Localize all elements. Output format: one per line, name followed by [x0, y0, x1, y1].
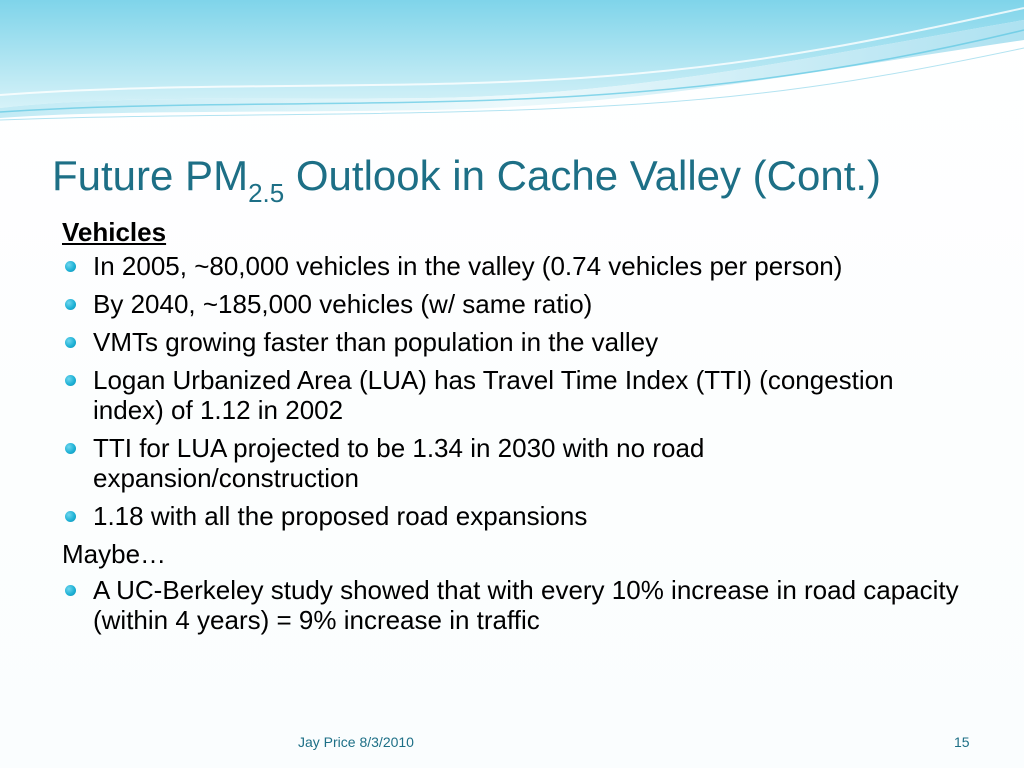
bullet-dot-icon [65, 511, 76, 522]
bullet-dot-icon [65, 585, 76, 596]
bullet-dot-icon [65, 299, 76, 310]
bullet-item [62, 289, 962, 319]
bullet-dot-icon [65, 261, 76, 272]
bullet-item [62, 365, 962, 425]
bullet-item [62, 327, 962, 357]
section-heading: Vehicles [62, 217, 167, 247]
bullet-text: TTI for LUA projected to be 1.34 in 2030 with no road expansion/construction [93, 433, 705, 493]
title-prefix: Future PM [52, 152, 249, 199]
title-subscript: 2.5 [248, 178, 285, 208]
bullet-item [62, 251, 962, 281]
bullet-dot-icon [65, 443, 76, 454]
bullet-item [62, 501, 962, 531]
title-suffix: Outlook in Cache Valley (Cont.) [284, 152, 882, 199]
bullet-dot-icon [65, 375, 76, 386]
bullet-text: VMTs growing faster than population in the valley [93, 327, 659, 357]
slide-body [62, 217, 962, 643]
bullet-list-vehicles [62, 251, 962, 531]
footer-author-date: Jay Price 8/3/2010 [298, 734, 414, 750]
bullet-text: Logan Urbanized Area (LUA) has Travel Time Index (TTI) (congestion index) of 1.12 in 2002 [93, 365, 894, 425]
bullet-text: 1.18 with all the proposed road expansions [93, 501, 588, 531]
maybe-line: Maybe… [62, 539, 167, 569]
bullet-text: A UC-Berkeley study showed that with every 10% increase in road capacity (within 4 years) = 9% increase in traffic [93, 575, 959, 635]
bullet-item [62, 433, 962, 493]
header-wave-decoration [0, 0, 1024, 140]
bullet-dot-icon [65, 337, 76, 348]
footer-page-number: 15 [954, 734, 970, 750]
bullet-item [62, 575, 962, 635]
slide-title [52, 152, 882, 208]
bullet-list-maybe [62, 575, 962, 635]
bullet-text: In 2005, ~80,000 vehicles in the valley (0.74 vehicles per person) [93, 251, 843, 281]
bullet-text: By 2040, ~185,000 vehicles (w/ same ratio) [93, 289, 593, 319]
